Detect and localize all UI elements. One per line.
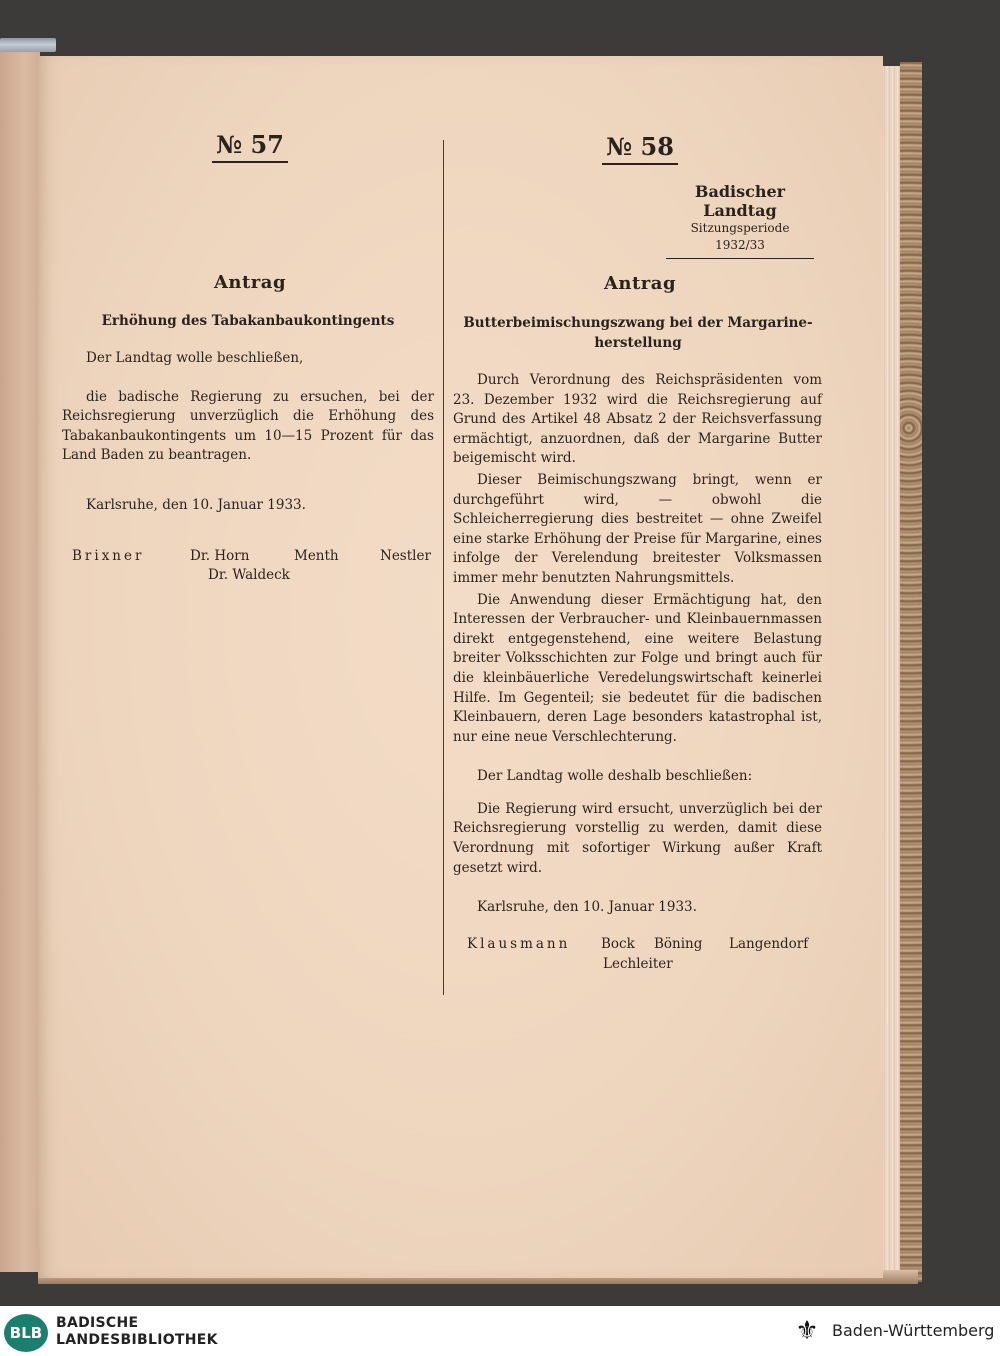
signer-6: Klausmann: [467, 936, 571, 952]
bw-label[interactable]: Baden-Württemberg: [832, 1321, 995, 1340]
signer-2: Dr. Horn: [190, 548, 250, 564]
signer-9: Langendorf: [729, 936, 809, 952]
right-subtitle-line-2: herstellung: [594, 335, 682, 351]
document-number-58: № 58: [590, 132, 690, 161]
left-para-2: die badische Regierung zu ersuchen, bei der Reichsregierung unverzüglich die Erhöhung des Tabakanbaukontingents um 10—15 Prozent für das Land Baden zu beantragen.: [62, 388, 434, 464]
signer-7: Bock: [601, 936, 635, 952]
left-para-1: Der Landtag wolle beschließen,: [86, 350, 304, 366]
right-para-4: Der Landtag wolle deshalb beschließen:: [477, 768, 753, 785]
right-signatures: [453, 936, 822, 976]
right-heading: Antrag: [603, 273, 677, 294]
binding-clip: [0, 38, 56, 52]
left-place-date: Karlsruhe, den 10. Januar 1933.: [86, 496, 306, 513]
signer-4: Nestler: [380, 548, 431, 564]
document-number-57: № 57: [200, 130, 300, 159]
bw-lions-icon: ⚜: [795, 1316, 819, 1346]
signer-3: Menth: [294, 548, 339, 564]
blb-line-2: LANDESBIBLIOTHEK: [56, 1332, 218, 1348]
right-para-1: Durch Verordnung des Reichspräsidenten vom 23. Dezember 1932 wird die Reichsregierung auf Grund des Artikel 48 Absatz 2 der Reichsverfassung ermächtigt, anzuordnen, daß der Margarine Butter beigemischt wird.: [453, 372, 822, 467]
landtag-period: Sitzungsperiode: [690, 221, 790, 235]
left-page-spine: [0, 46, 40, 1272]
left-signatures: [62, 548, 434, 588]
landtag-years: 1932/33: [715, 238, 765, 252]
landtag-stamp: [660, 182, 820, 259]
left-subtitle: Erhöhung des Tabakanbaukontingents: [101, 313, 395, 329]
right-subtitle-line-1: Butterbeimischungszwang bei der Margarine-: [463, 315, 813, 331]
signer-10: Lechleiter: [603, 956, 673, 972]
right-body: [453, 371, 822, 918]
right-subtitle: [454, 313, 822, 353]
signer-5: Dr. Waldeck: [208, 567, 290, 583]
right-para-2: Dieser Beimischungszwang bringt, wenn er durchgeführt wird, — obwohl die Schleicherregierung dies bestreitet — ohne Zweifel eine starke Erhöhung der Preise für Margarine, eines infolge der Verelendung breitester Volksmassen immer mehr benutzten Nahrungsmittels.: [453, 471, 822, 586]
footer-bar: [0, 1306, 1000, 1356]
marbled-cover-edge: [900, 62, 922, 1282]
signer-8: Böning: [654, 936, 703, 952]
signer-1: Brixner: [72, 548, 145, 564]
landtag-rule: [666, 258, 814, 259]
blb-logo-icon[interactable]: BLB: [4, 1314, 48, 1352]
left-heading: Antrag: [213, 272, 287, 293]
landtag-title: Badischer Landtag: [694, 182, 786, 220]
blb-line-1: BADISCHE: [56, 1315, 139, 1331]
right-para-5: Die Regierung wird ersucht, unverzüglich bei der Reichsregierung vorstellig zu werden, damit diese Verordnung mit sofortiger Wirkung außer Kraft gesetzt wird.: [453, 800, 822, 876]
right-para-3: Die Anwendung dieser Ermächtigung hat, den Interessen der Verbraucher- und Kleinbauernmassen direkt entgegenstehend, eine weitere Belastung breiter Volksschichten zur Folge und bringt auch für die kleinbäuerliche Veredelungswirtschaft keinerlei Hilfe. Im Gegenteil; sie bedeutet für die badischen Kleinbauern, deren Lage besonders katastrophal ist, nur eine neue Verschlechterung.: [453, 591, 822, 745]
right-place-date: Karlsruhe, den 10. Januar 1933.: [477, 899, 697, 916]
blb-name[interactable]: [56, 1315, 218, 1349]
left-body: [62, 349, 434, 516]
column-divider: [443, 140, 444, 995]
